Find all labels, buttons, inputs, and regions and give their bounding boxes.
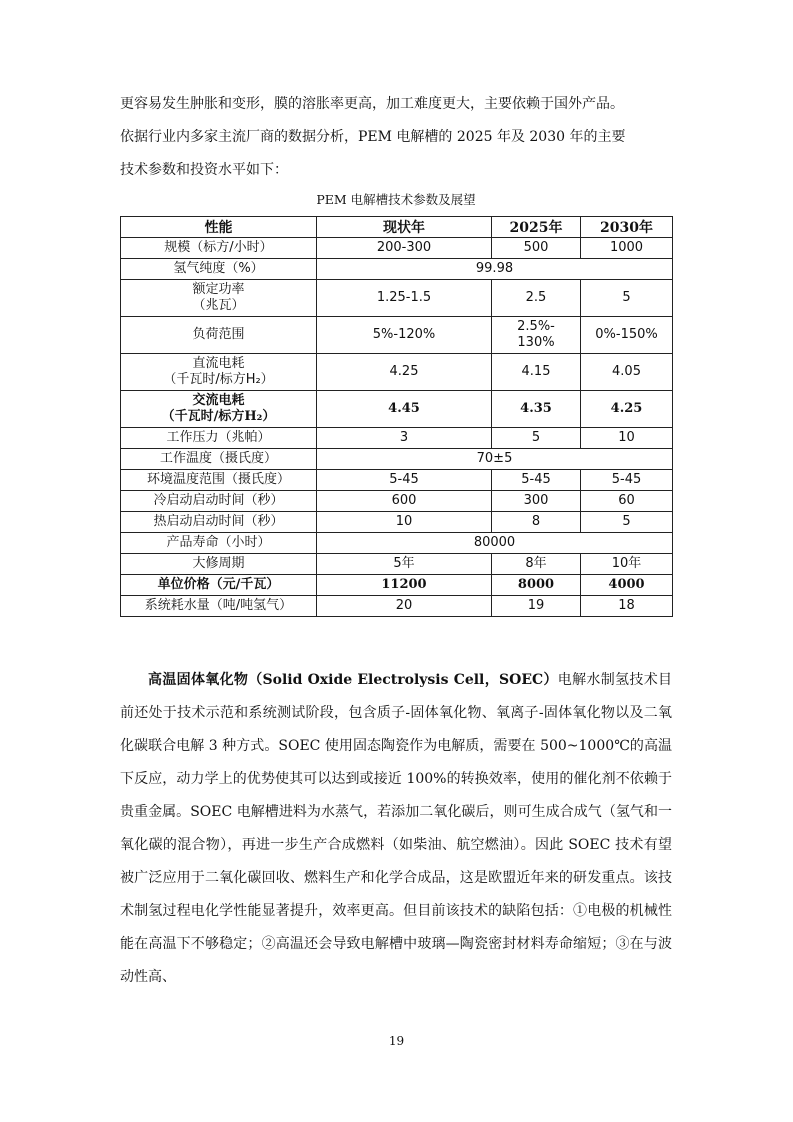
row-label: 产品寿命（小时） bbox=[121, 533, 317, 554]
row-label bbox=[121, 391, 317, 428]
row-label-line: （兆瓦） bbox=[192, 298, 245, 313]
cell-2025: 300 bbox=[492, 491, 581, 512]
row-label: 氢气纯度（%） bbox=[121, 259, 317, 280]
row-label-line: 直流电耗 bbox=[192, 356, 245, 371]
paragraph-text: 电解水制氢技术目前还处于技术示范和系统测试阶段，包含质子-固体氧化物、氧离子-固体氧化物以及二氧化碳联合电解 3 种方式。SOEC 使用固态陶瓷作为电解质，需要在 500~1000℃的高温下反应，动力学上的优势使其可以达到或接近 100%的转换效率，使用的催化剂不依赖于贵重金属。SOEC 电解槽进料为水蒸气，若添加二氧化碳后，则可生成合成气（氢气和一氧化碳的混合物），再进一步生产合成燃料（如柴油、航空燃油）。因此 SOEC 技术有望被广泛应用于二氧化碳回收、燃料生产和化学合成品，这是欧盟近年来的研发重点。该技术制氢过程电化学性能显著提升，效率更高。但目前该技术的缺陷包括：①电极的机械性能在高温下不够稳定；②高温还会导致电解槽中玻璃—陶瓷密封材料寿命缩短；③在与波动性高、 bbox=[120, 672, 673, 985]
soec-paragraph bbox=[120, 664, 672, 994]
table-row bbox=[121, 575, 673, 596]
cell-2030: 18 bbox=[581, 596, 673, 617]
row-label-line: 交流电耗 bbox=[192, 393, 245, 408]
cell-line: 2.5%- bbox=[517, 319, 555, 334]
header-2030: 2030年 bbox=[581, 217, 673, 238]
text-line: 更容易发生肿胀和变形，膜的溶胀率更高，加工难度更大，主要依赖于国外产品。 bbox=[120, 96, 624, 112]
cell-2030: 10年 bbox=[581, 554, 673, 575]
cell-2025: 19 bbox=[492, 596, 581, 617]
cell-2030: 4000 bbox=[581, 575, 673, 596]
table-header-row bbox=[121, 217, 673, 238]
cell-now: 4.25 bbox=[317, 354, 492, 391]
cell-now: 200-300 bbox=[317, 238, 492, 259]
pem-spec-table bbox=[120, 216, 673, 617]
row-label bbox=[121, 280, 317, 317]
row-label: 热启动启动时间（秒） bbox=[121, 512, 317, 533]
cell-2025: 8000 bbox=[492, 575, 581, 596]
cell-2025: 4.15 bbox=[492, 354, 581, 391]
cell-now: 11200 bbox=[317, 575, 492, 596]
cell-2025 bbox=[492, 317, 581, 354]
table-row bbox=[121, 554, 673, 575]
cell-merged: 80000 bbox=[317, 533, 673, 554]
row-label bbox=[121, 354, 317, 391]
row-label: 工作压力（兆帕） bbox=[121, 428, 317, 449]
table-row bbox=[121, 533, 673, 554]
paragraph-body bbox=[120, 664, 672, 994]
cell-2025: 4.35 bbox=[492, 391, 581, 428]
cell-now: 5年 bbox=[317, 554, 492, 575]
page-number: 19 bbox=[388, 1034, 405, 1048]
row-label: 工作温度（摄氏度） bbox=[121, 449, 317, 470]
cell-2030: 1000 bbox=[581, 238, 673, 259]
row-label: 负荷范围 bbox=[121, 317, 317, 354]
table-row bbox=[121, 449, 673, 470]
cell-merged: 70±5 bbox=[317, 449, 673, 470]
row-label: 规模（标方/小时） bbox=[121, 238, 317, 259]
cell-2030: 5-45 bbox=[581, 470, 673, 491]
cell-2030: 60 bbox=[581, 491, 673, 512]
cell-2025: 5 bbox=[492, 428, 581, 449]
table-row bbox=[121, 512, 673, 533]
cell-2030: 10 bbox=[581, 428, 673, 449]
table-row bbox=[121, 470, 673, 491]
cell-now: 10 bbox=[317, 512, 492, 533]
header-current-year: 现状年 bbox=[317, 217, 492, 238]
soec-term: 高温固体氧化物（Solid Oxide Electrolysis Cell，SOEC） bbox=[148, 672, 558, 688]
header-performance: 性能 bbox=[121, 217, 317, 238]
cell-now: 1.25-1.5 bbox=[317, 280, 492, 317]
row-label-line: 额定功率 bbox=[192, 282, 245, 297]
text-line: 依据行业内多家主流厂商的数据分析，PEM 电解槽的 2025 年及 2030 年的主要 bbox=[120, 129, 626, 145]
table-row bbox=[121, 491, 673, 512]
row-label: 单位价格（元/千瓦） bbox=[121, 575, 317, 596]
table-row bbox=[121, 238, 673, 259]
cell-now: 5-45 bbox=[317, 470, 492, 491]
table-row bbox=[121, 354, 673, 391]
row-label: 系统耗水量（吨/吨氢气） bbox=[121, 596, 317, 617]
text-line: 技术参数和投资水平如下： bbox=[120, 162, 288, 178]
cell-now: 20 bbox=[317, 596, 492, 617]
table-row bbox=[121, 596, 673, 617]
cell-2025: 8年 bbox=[492, 554, 581, 575]
table-row bbox=[121, 391, 673, 428]
cell-2025: 500 bbox=[492, 238, 581, 259]
cell-2025: 8 bbox=[492, 512, 581, 533]
row-label-line: （千瓦时/标方H₂） bbox=[163, 372, 274, 387]
cell-2030: 0%-150% bbox=[581, 317, 673, 354]
table-row bbox=[121, 280, 673, 317]
table-row bbox=[121, 259, 673, 280]
cell-now: 3 bbox=[317, 428, 492, 449]
intro-paragraph bbox=[120, 88, 672, 187]
cell-now: 5%-120% bbox=[317, 317, 492, 354]
table-caption: PEM 电解槽技术参数及展望 bbox=[316, 192, 476, 207]
cell-2030: 5 bbox=[581, 280, 673, 317]
cell-2030: 5 bbox=[581, 512, 673, 533]
cell-2030: 4.05 bbox=[581, 354, 673, 391]
cell-2025: 2.5 bbox=[492, 280, 581, 317]
cell-line: 130% bbox=[517, 335, 555, 350]
table-row bbox=[121, 428, 673, 449]
cell-now: 600 bbox=[317, 491, 492, 512]
cell-2030: 4.25 bbox=[581, 391, 673, 428]
header-2025: 2025年 bbox=[492, 217, 581, 238]
row-label-line: （千瓦时/标方H₂） bbox=[161, 409, 276, 424]
row-label: 大修周期 bbox=[121, 554, 317, 575]
row-label: 环境温度范围（摄氏度） bbox=[121, 470, 317, 491]
row-label: 冷启动启动时间（秒） bbox=[121, 491, 317, 512]
table-row bbox=[121, 317, 673, 354]
cell-2025: 5-45 bbox=[492, 470, 581, 491]
cell-merged: 99.98 bbox=[317, 259, 673, 280]
cell-now: 4.45 bbox=[317, 391, 492, 428]
